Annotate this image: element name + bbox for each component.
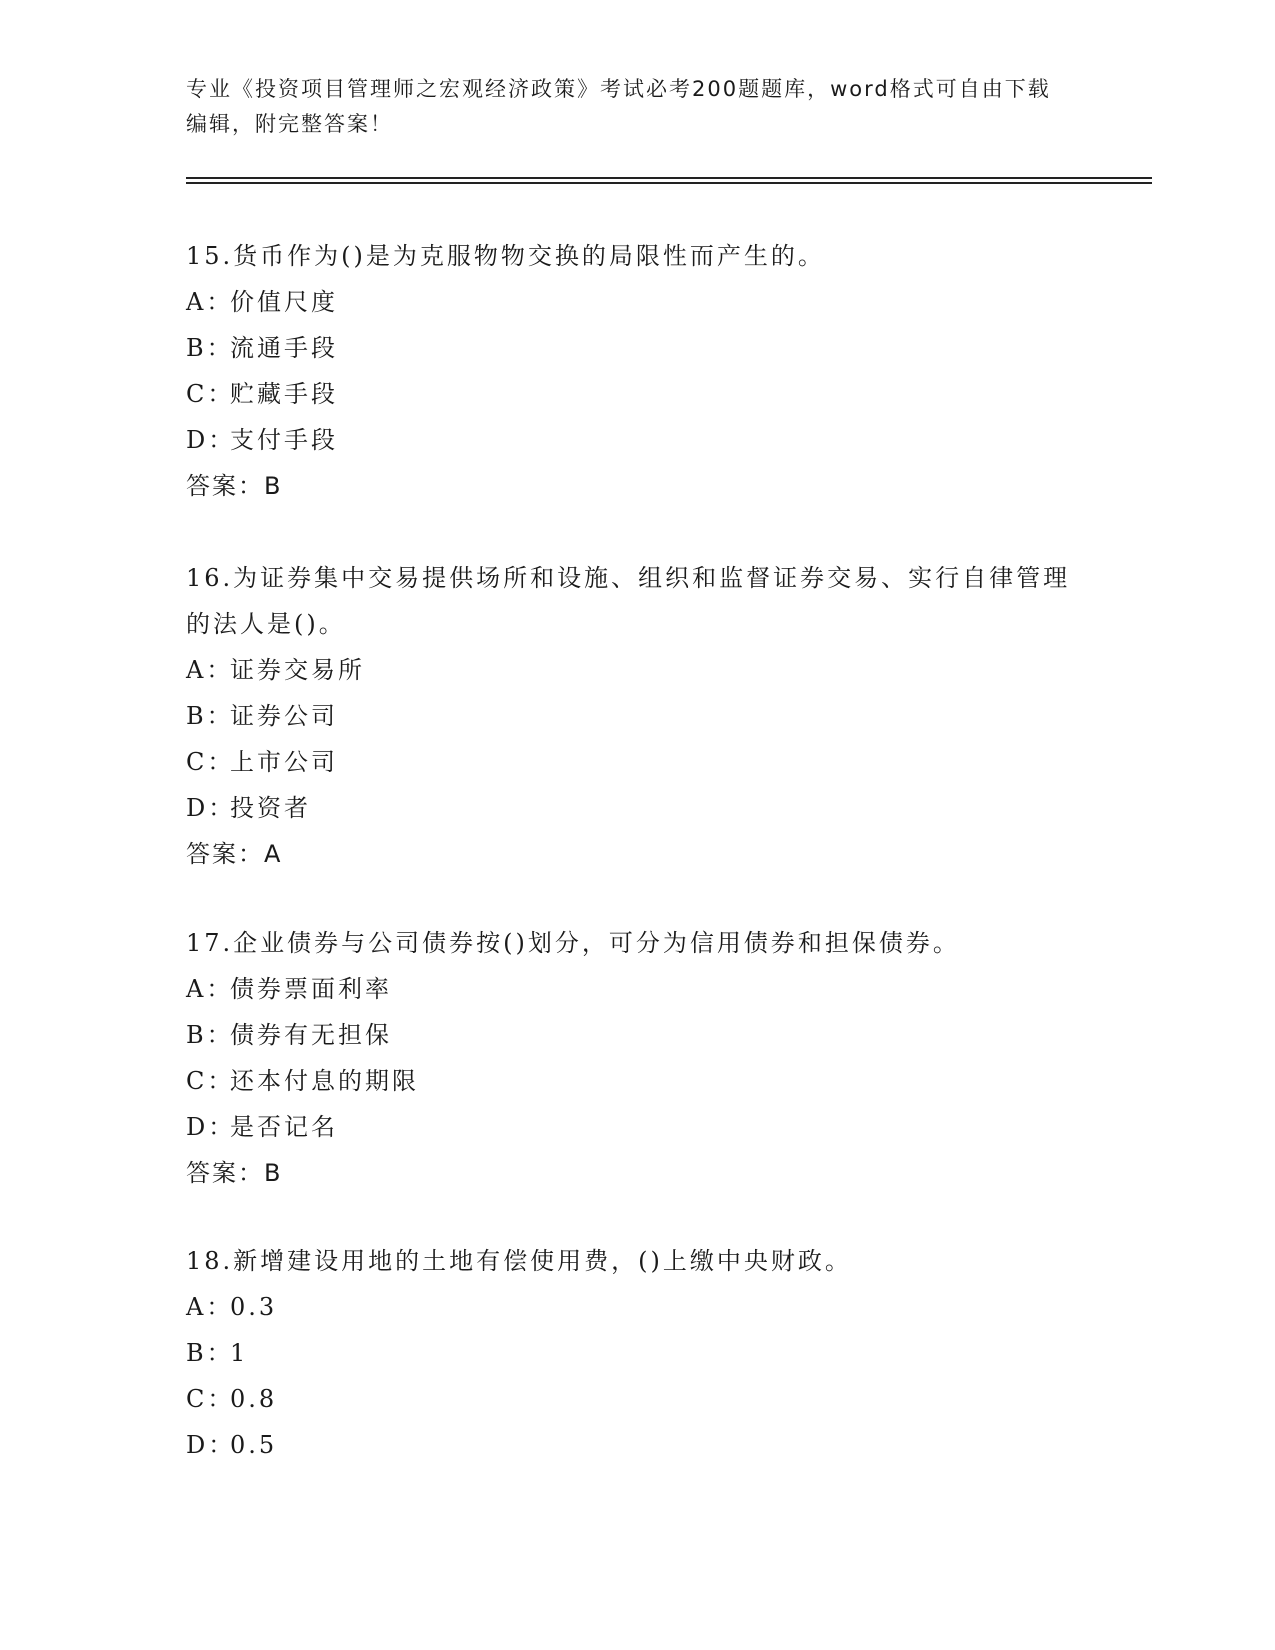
option-text: 证券公司 <box>230 702 338 730</box>
option-text: 债券有无担保 <box>230 1021 392 1049</box>
question-17 <box>186 920 1086 1196</box>
option-letter: A： <box>186 656 234 684</box>
option-letter: D： <box>186 426 236 454</box>
answer-line: 答案：A <box>186 840 283 868</box>
option-text: 0.5 <box>230 1431 278 1459</box>
question-stem: 18.新增建设用地的土地有偿使用费，()上缴中央财政。 <box>186 1247 852 1275</box>
option-a <box>186 279 1086 325</box>
question-16 <box>186 555 1086 877</box>
option-text: 0.8 <box>230 1385 278 1413</box>
option-letter: B： <box>186 1339 234 1367</box>
question-18 <box>186 1238 1086 1468</box>
question-stem: 17.企业债券与公司债券按()划分，可分为信用债券和担保债券。 <box>186 929 960 957</box>
option-text: 贮藏手段 <box>230 380 338 408</box>
option-letter: A： <box>186 288 234 316</box>
option-a <box>186 966 1086 1012</box>
option-text: 证券交易所 <box>230 656 365 684</box>
option-letter: D： <box>186 794 236 822</box>
option-letter: A： <box>186 975 234 1003</box>
option-letter: D： <box>186 1113 236 1141</box>
option-b <box>186 325 1086 371</box>
question-stem: 16.为证券集中交易提供场所和设施、组织和监督证券交易、实行自律管理的法人是()。 <box>186 564 1071 638</box>
question-15 <box>186 233 1086 509</box>
option-c <box>186 739 1086 785</box>
option-text: 上市公司 <box>230 748 338 776</box>
option-letter: C： <box>186 1385 235 1413</box>
option-letter: B： <box>186 1021 234 1049</box>
option-letter: B： <box>186 334 234 362</box>
option-b <box>186 1330 1086 1376</box>
option-text: 1 <box>230 1339 249 1367</box>
option-d <box>186 417 1086 463</box>
option-letter: A： <box>186 1293 234 1321</box>
answer-line: 答案：B <box>186 1159 283 1187</box>
option-letter: D： <box>186 1431 236 1459</box>
option-letter: C： <box>186 748 235 776</box>
option-c <box>186 1376 1086 1422</box>
option-text: 0.3 <box>230 1293 278 1321</box>
option-letter: C： <box>186 1067 235 1095</box>
option-a <box>186 647 1086 693</box>
header-divider-bottom <box>186 182 1152 184</box>
option-d <box>186 1104 1086 1150</box>
option-b <box>186 1012 1086 1058</box>
option-c <box>186 1058 1086 1104</box>
header-divider-top <box>186 177 1152 179</box>
answer-line: 答案：B <box>186 472 283 500</box>
option-d <box>186 785 1086 831</box>
option-letter: B： <box>186 702 234 730</box>
option-text: 还本付息的期限 <box>230 1067 419 1095</box>
option-d <box>186 1422 1086 1468</box>
option-b <box>186 693 1086 739</box>
option-text: 债券票面利率 <box>230 975 392 1003</box>
option-c <box>186 371 1086 417</box>
option-text: 支付手段 <box>230 426 338 454</box>
option-text: 价值尺度 <box>230 288 338 316</box>
option-text: 投资者 <box>230 794 311 822</box>
document-header: 专业《投资项目管理师之宏观经济政策》考试必考200题题库，word格式可自由下载编辑，附完整答案！ <box>186 77 1051 136</box>
option-letter: C： <box>186 380 235 408</box>
question-stem: 15.货币作为()是为克服物物交换的局限性而产生的。 <box>186 242 825 270</box>
option-a <box>186 1284 1086 1330</box>
option-text: 流通手段 <box>230 334 338 362</box>
option-text: 是否记名 <box>230 1113 338 1141</box>
